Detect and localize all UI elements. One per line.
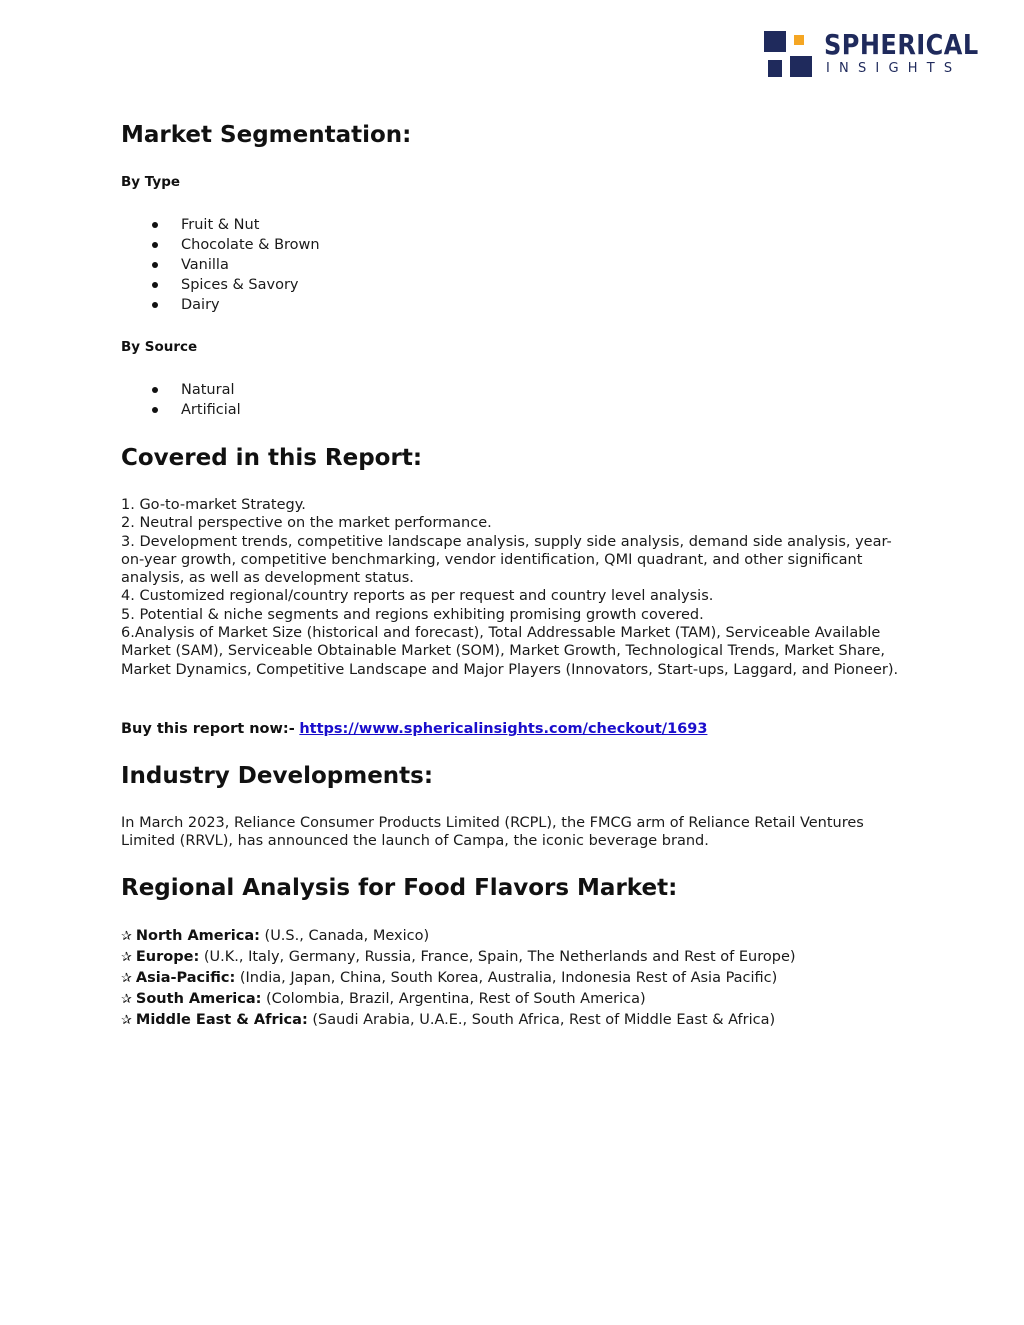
by-source-label: By Source (121, 339, 198, 355)
region-name: South America: (135, 991, 262, 1007)
regions-list (121, 926, 796, 1031)
list-item: 1. Go-to-market Strategy. (121, 497, 306, 513)
logo-wordmark-secondary: INSIGHTS (826, 61, 962, 76)
region-item (121, 947, 796, 968)
list-item (121, 235, 320, 255)
bullet-icon (152, 387, 158, 393)
list-item-text: Dairy (181, 297, 220, 313)
region-name: Asia-Pacific: (135, 970, 236, 986)
covered-report-list (121, 496, 911, 679)
by-source-list (121, 380, 241, 420)
list-item (121, 295, 320, 315)
by-type-label: By Type (121, 174, 181, 190)
list-item-text: Artificial (181, 402, 241, 418)
list-item-text: Fruit & Nut (181, 217, 260, 233)
buy-report-label: Buy this report now:- (121, 721, 295, 737)
list-item: 5. Potential & niche segments and regions exhibiting promising growth covered. (121, 606, 704, 623)
bullet-icon (152, 407, 158, 413)
region-name: Middle East & Africa: (135, 1012, 308, 1028)
bullet-icon (152, 302, 158, 308)
list-item-text: Chocolate & Brown (181, 237, 320, 253)
list-item (121, 400, 241, 420)
list-item: 6.Analysis of Market Size (historical and forecast), Total Addressable Market (TAM), Serviceable Available Market (SAM), Serviceable Obtainable Market (SOM), Market Growth, Technological Trends, Market Share, Market Dynamics, Competitive Landscape and Major Players (Innovators, Start-ups, Laggard, and Pioneer). (121, 625, 899, 678)
list-item (121, 255, 320, 275)
region-item (121, 989, 796, 1010)
logo-wordmark-primary: SPHERICAL (824, 28, 979, 61)
star-icon: ✰ (121, 992, 132, 1007)
buy-report-line (121, 720, 707, 738)
market-segmentation-heading: Market Segmentation: (121, 122, 412, 148)
covered-report-heading: Covered in this Report: (121, 445, 423, 471)
region-detail: (India, Japan, China, South Korea, Australia, Indonesia Rest of Asia Pacific) (239, 970, 778, 986)
bullet-icon (152, 242, 158, 248)
region-detail: (U.S., Canada, Mexico) (264, 928, 430, 944)
star-icon: ✰ (121, 929, 132, 944)
industry-developments-heading: Industry Developments: (121, 763, 434, 789)
list-item: 2. Neutral perspective on the market performance. (121, 515, 492, 532)
star-icon: ✰ (121, 950, 132, 965)
spherical-insights-logo-icon (764, 31, 812, 77)
regional-analysis-heading: Regional Analysis for Food Flavors Market: (121, 875, 678, 901)
checkout-link[interactable]: https://www.sphericalinsights.com/checkout/1693 (299, 721, 708, 737)
region-name: North America: (135, 928, 260, 944)
list-item (121, 215, 320, 235)
region-detail: (Colombia, Brazil, Argentina, Rest of South America) (266, 991, 646, 1007)
region-detail: (Saudi Arabia, U.A.E., South Africa, Rest of Middle East & Africa) (312, 1012, 776, 1028)
bullet-icon (152, 222, 158, 228)
region-item (121, 926, 796, 947)
list-item (121, 275, 320, 295)
company-logo (764, 28, 979, 78)
list-item: 3. Development trends, competitive landscape analysis, supply side analysis, demand side analysis, year-on-year growth, competitive benchmarking, vendor identification, QMI quadrant, and other significant analysis, as well as development status. (121, 533, 892, 587)
bullet-icon (152, 282, 158, 288)
by-type-list (121, 215, 320, 315)
industry-developments-text: In March 2023, Reliance Consumer Products Limited (RCPL), the FMCG arm of Reliance Retail Ventures Limited (RRVL), has announced the launch of Campa, the iconic beverage brand. (121, 815, 864, 850)
bullet-icon (152, 262, 158, 268)
region-name: Europe: (135, 949, 200, 965)
list-item-text: Vanilla (181, 257, 229, 273)
region-detail: (U.K., Italy, Germany, Russia, France, Spain, The Netherlands and Rest of Europe) (203, 949, 796, 965)
star-icon: ✰ (121, 971, 132, 986)
list-item-text: Natural (181, 382, 235, 398)
list-item-text: Spices & Savory (181, 277, 299, 293)
list-item: 4. Customized regional/country reports as per request and country level analysis. (121, 588, 714, 605)
star-icon: ✰ (121, 1013, 132, 1028)
list-item (121, 380, 241, 400)
region-item (121, 1010, 796, 1031)
region-item (121, 968, 796, 989)
